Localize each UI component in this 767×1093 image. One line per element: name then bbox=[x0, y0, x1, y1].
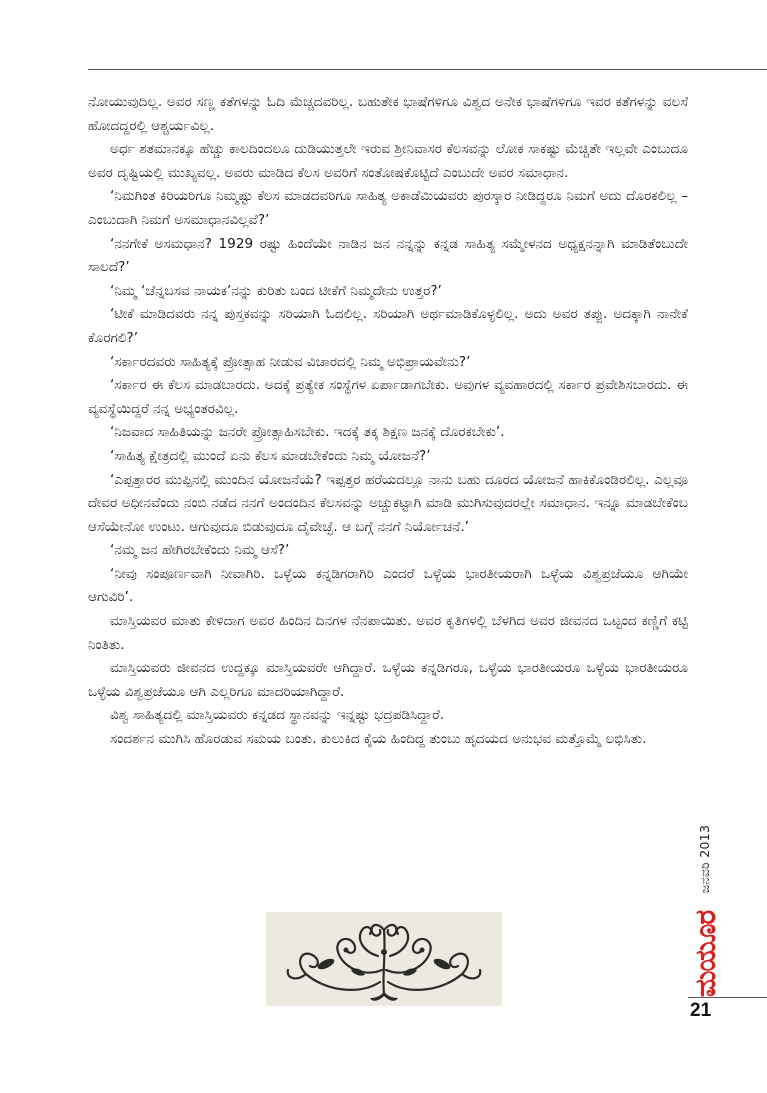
paragraph: ‘ಸರ್ಕಾರ ಈ ಕೆಲಸ ಮಾಡಬಾರದು. ಅದಕ್ಕೆ ಪ್ರತ್ಯೇಕ ಸಂಸ್ಥೆಗಳ ಏರ್ಪಾಡಾಗಬೇಕು. ಅವುಗಳ ವ್ಯವಹಾರದಲ್ಲಿ ಸರ್ಕಾರ ಪ್ರವೇಶಿಸಬಾರದು. ಈ ವ್ಯವಸ್ಥೆಯಿದ್ದರೆ ನನ್ನ ಅಭ್ಯಂತರವಿಲ್ಲ. bbox=[88, 377, 688, 417]
article-body bbox=[88, 91, 688, 752]
paragraph: ‘ನಿಮ್ಮ ‘ಚೆನ್ನಬಸವ ನಾಯಕ’ನನ್ನು ಕುರಿತು ಬಂದ ಟೀಕೆಗೆ ನಿಮ್ಮದೇನು ಉತ್ತರ?’ bbox=[110, 282, 442, 299]
paragraph: ‘ಸರ್ಕಾರದವರು ಸಾಹಿತ್ಯಕ್ಕೆ ಪ್ರೋತ್ಸಾಹ ನೀಡುವ ವಿಚಾರದಲ್ಲಿ ನಿಮ್ಮ ಅಭಿಪ್ರಾಯವೇನು?’ bbox=[110, 353, 471, 370]
paragraph: ಮಾಸ್ತಿಯವರು ಜೀವನದ ಉದ್ದಕ್ಕೂ ಮಾಸ್ತಿಯವರೇ ಆಗಿದ್ದಾರೆ. ಒಳ್ಳೆಯ ಕನ್ನಡಿಗರೂ, ಒಳ್ಳೆಯ ಭಾರತೀಯರೂ ಒಳ್ಳೆಯ ಭಾರತೀಯರೂ ಒಳ್ಳೆಯ ವಿಶ್ವಪ್ರಜೆಯೂ ಆಗಿ ಎಲ್ಲರಿಗೂ ಮಾದರಿಯಾಗಿದ್ದಾರೆ. bbox=[88, 660, 688, 700]
magazine-masthead: ಮಯೂರ bbox=[689, 910, 722, 998]
paragraph: ‘ಎಪ್ಪತ್ತಾರರ ಮುಪ್ಪಿನಲ್ಲಿ ಮುಂದಿನ ಯೋಜನೆಯೆ? ಇಪ್ಪತ್ತರ ಹರೆಯದಲ್ಲೂ ನಾನು ಬಹು ದೂರದ ಯೋಜನೆ ಹಾಕಿಕೊಂಡಿರಲಿಲ್ಲ. ಎಲ್ಲವೂ ದೇವರ ಅಧೀನವೆಂದು ನಂಬಿ ನಡೆದ ನನಗೆ ಅಂದಂದಿನ ಕೆಲಸವನ್ನು ಅಚ್ಚುಕಟ್ಟಾಗಿ ಮಾಡಿ ಮುಗಿಸುವುದರಲ್ಲೇ ಸಮಾಧಾನ. ಇನ್ನೂ ಮಾಡಬೇಕೆಂಬ ಆಸೆಯೇನೋ ಉಂಟು. ಆಗುವುದೂ ಬಿಡುವುದೂ ದೈವೇಚ್ಛೆ. ಆ ಬಗ್ಗೆ ನನಗೆ ನಿರ್ಯೋಚನೆ.’ bbox=[88, 471, 688, 535]
paragraph: ‘ನನಗೇಕೆ ಅಸಮಧಾನ? 1929 ರಷ್ಟು ಹಿಂದೆಯೇ ನಾಡಿನ ಜನ ನನ್ನನ್ನು ಕನ್ನಡ ಸಾಹಿತ್ಯ ಸಮ್ಮೇಳನದ ಅಧ್ಯಕ್ಷನನ್ನಾಗಿ ಮಾಡಿತೆಂಬುದೇ ಸಾಲದೆ?’ bbox=[88, 235, 688, 276]
top-rule bbox=[88, 69, 767, 70]
paragraph: ನೋಯುವುದಿಲ್ಲ. ಅವರ ಸಣ್ಣ ಕತೆಗಳನ್ನು ಓದಿ ಮೆಚ್ಚದವರಿಲ್ಲ. ಬಹುತೇಕ ಭಾಷೆಗಳಿಗೂ ವಿಶ್ವದ ಅನೇಕ ಭಾಷೆಗಳಿಗೂ ಇವರ ಕತೆಗಳನ್ನು ವಲಸೆ ಹೋದದ್ದರಲ್ಲಿ ಆಶ್ಚರ್ಯವಿಲ್ಲ. bbox=[88, 94, 688, 134]
paragraph: ಸಂದರ್ಶನ ಮುಗಿಸಿ ಹೊರಡುವ ಸಮಯ ಬಂತು. ಕುಲುಕಿದ ಕೈಯ ಹಿಂದಿದ್ದ ತುಂಬು ಹೃದಯದ ಅನುಭವ ಮತ್ತೊಮ್ಮೆ ಲಭಿಸಿತು. bbox=[110, 731, 647, 748]
floral-flourish-icon bbox=[266, 912, 502, 1006]
paragraph: ಮಾಸ್ತಿಯವರ ಮಾತು ಕೇಳಿದಾಗ ಅವರ ಹಿಂದಿನ ದಿನಗಳ ನೆನಪಾಯಿತು. ಅವರ ಕೃತಿಗಳಲ್ಲಿ ಬೆಳಗಿದ ಅವರ ಜೀವನದ ಒಟ್ಟಂದ ಕಣ್ಣಿಗೆ ಕಟ್ಟಿ ನಿಂತಿತು. bbox=[88, 613, 688, 653]
paragraph: ವಿಶ್ವ ಸಾಹಿತ್ಯದಲ್ಲಿ ಮಾಸ್ತಿಯವರು ಕನ್ನಡದ ಸ್ಥಾನವನ್ನು ಇನ್ನಷ್ಟು ಭದ್ರಪಡಿಸಿದ್ದಾರೆ. bbox=[110, 707, 445, 724]
paragraph: ‘ಟೀಕೆ ಮಾಡಿದವರು ನನ್ನ ಪುಸ್ತಕವನ್ನು ಸರಿಯಾಗಿ ಓದಲಿಲ್ಲ. ಸರಿಯಾಗಿ ಅರ್ಥಮಾಡಿಕೊಳ್ಳಲಿಲ್ಲ. ಅದು ಅವರ ತಪ್ಪು. ಅದಕ್ಕಾಗಿ ನಾನೇಕೆ ಕೊರಗಲಿ?’ bbox=[88, 306, 688, 346]
paragraph: ‘ನಿಜವಾದ ಸಾಹಿತಿಯನ್ನು ಜನರೇ ಪ್ರೋತ್ಸಾಹಿಸಬೇಕು. ಇದಕ್ಕೆ ತಕ್ಕ ಶಿಕ್ಷಣ ಜನಕ್ಕೆ ದೊರಕಬೇಕು’. bbox=[110, 424, 505, 441]
paragraph: ‘ಸಾಹಿತ್ಯ ಕ್ಷೇತ್ರದಲ್ಲಿ ಮುಂದೆ ಏನು ಕೆಲಸ ಮಾಡಬೇಕೆಂದು ನಿಮ್ಮ ಯೋಜನೆ?’ bbox=[110, 447, 431, 464]
issue-date: ಜನವರಿ 2013 bbox=[697, 824, 712, 894]
paragraph: ಅರ್ಧ ಶತಮಾನಕ್ಕೂ ಹೆಚ್ಚು ಕಾಲದಿಂದಲೂ ದುಡಿಯುತ್ತಲೇ ಇರುವ ಶ್ರೀನಿವಾಸರ ಕೆಲಸವನ್ನು ಲೋಕ ಸಾಕಷ್ಟು ಮೆಚ್ಚಿತೇ ಇಲ್ಲವೇ ಎಂಬುದೂ ಅವರ ದೃಷ್ಟಿಯಲ್ಲಿ ಮುಖ್ಯವಲ್ಲ. ಅವರು ಮಾಡಿದ ಕೆಲಸ ಅವರಿಗೆ ಸಂತೋಷಕೊಟ್ಟಿದೆ ಎಂಬುದೇ ಅವರ ಸಮಾಧಾನ. bbox=[88, 141, 688, 181]
page-number: 21 bbox=[690, 1000, 712, 1021]
paragraph: ‘ನಮ್ಮ ಜನ ಹೇಗಿರಬೇಕೆಂದು ನಿಮ್ಮ ಆಸೆ?’ bbox=[110, 542, 290, 559]
paragraph: ‘ನೀವು ಸಂಪೂರ್ಣವಾಗಿ ನೀವಾಗಿರಿ. ಒಳ್ಳೆಯ ಕನ್ನಡಿಗರಾಗಿರಿ ಎಂದರೆ ಒಳ್ಳೆಯ ಭಾರತೀಯರಾಗಿ ಒಳ್ಳೆಯ ವಿಶ್ವಪ್ರಜೆಯೂ ಆಗಿಯೇ ಆಗುವಿರಿ’. bbox=[88, 565, 688, 606]
footer-rule bbox=[688, 997, 767, 998]
paragraph: ‘ನಿಮಗಿಂತ ಕಿರಿಯರಿಗೂ ನಿಮ್ಮಷ್ಟು ಕೆಲಸ ಮಾಡದವರಿಗೂ ಸಾಹಿತ್ಯ ಅಕಾಡೆಮಿಯವರು ಪುರಸ್ಕಾರ ನೀಡಿದ್ದರೂ ನಿಮಗೆ ಅದು ದೊರಕಲಿಲ್ಲ – ಎಂಬುದಾಗಿ ನಿಮಗೆ ಅಸಮಾಧಾನವಿಲ್ಲವೆ?’ bbox=[88, 188, 688, 228]
